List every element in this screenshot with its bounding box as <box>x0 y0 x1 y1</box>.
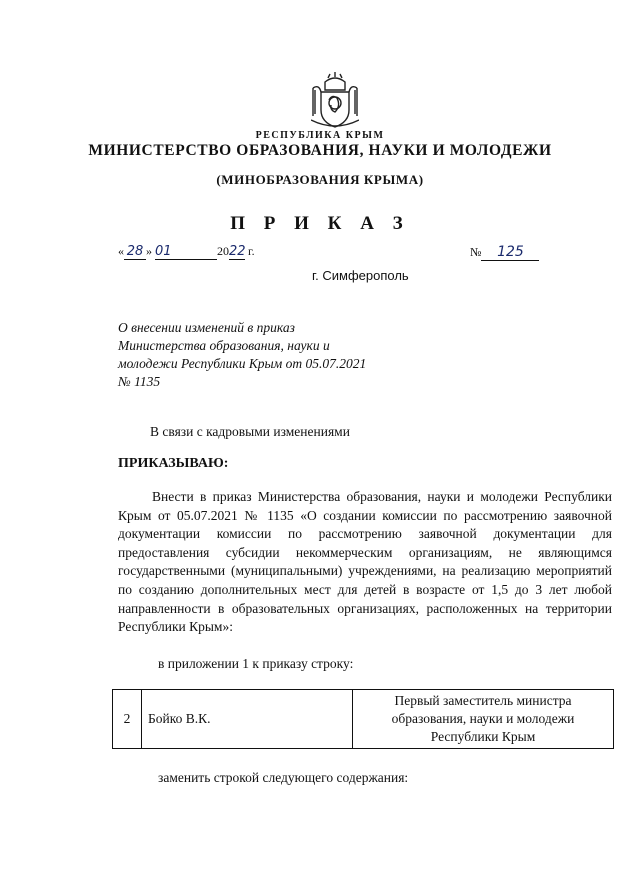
row-number: 2 <box>113 690 142 749</box>
order-basis: В связи с кадровыми изменениями <box>150 424 350 439</box>
city: г. Симферополь <box>312 268 409 283</box>
order-number <box>470 244 539 261</box>
appendix-line: в приложении 1 к приказу строку: <box>158 656 354 671</box>
row-position: Первый заместитель министра образования, науки и молодежи Республики Крым <box>353 690 614 749</box>
ministry-title: МИНИСТЕРСТВО ОБРАЗОВАНИЯ, НАУКИ И МОЛОДЕЖИ <box>88 142 552 159</box>
date-year-abbr: г. <box>248 244 255 258</box>
quote-open: « <box>118 244 124 258</box>
order-word: ПРИКАЗЫВАЮ: <box>118 456 229 471</box>
order-body: Внести в приказ Министерства образования, науки и молодежи Республики Крым от 05.07.2021 № 1135 «О создании комиссии по рассмотрению заявочной документации комиссии по рассмотрению заявочной документации для предоставления субсидии некоммерческим организациям, не являющимся государственными (муниципальными) учреждениями, на реализацию мероприятий по созданию дополнительных мест для детей в возрасте от 1,5 до 3 лет любой направленности в образовательных организациях, расположенных на территории Республики Крым»: <box>118 489 612 635</box>
table-row <box>113 690 614 749</box>
staff-table <box>112 689 614 749</box>
row-name: Бойко В.К. <box>142 690 353 749</box>
order-date <box>118 244 255 260</box>
number-sign: № <box>470 245 482 259</box>
date-month: 01 <box>155 244 217 260</box>
crimea-coat-of-arms-icon <box>311 72 359 130</box>
ministry-abbreviation: (МИНОБРАЗОВАНИЯ КРЫМА) <box>216 172 424 187</box>
number-value: 125 <box>481 244 539 261</box>
date-year-suffix: 22 <box>229 244 246 259</box>
order-subject: О внесении изменений в приказ Министерства образования, науки и молодежи Республики Крым от 05.07.2021 № 1135 <box>118 320 367 389</box>
replace-line: заменить строкой следующего содержания: <box>158 770 409 785</box>
quote-close: » <box>146 244 152 258</box>
republic-title: РЕСПУБЛИКА КРЫМ <box>255 130 385 141</box>
date-year-prefix: 20 <box>217 244 229 258</box>
document-type: П Р И К А З <box>230 213 410 234</box>
date-day: 28 <box>124 244 146 260</box>
